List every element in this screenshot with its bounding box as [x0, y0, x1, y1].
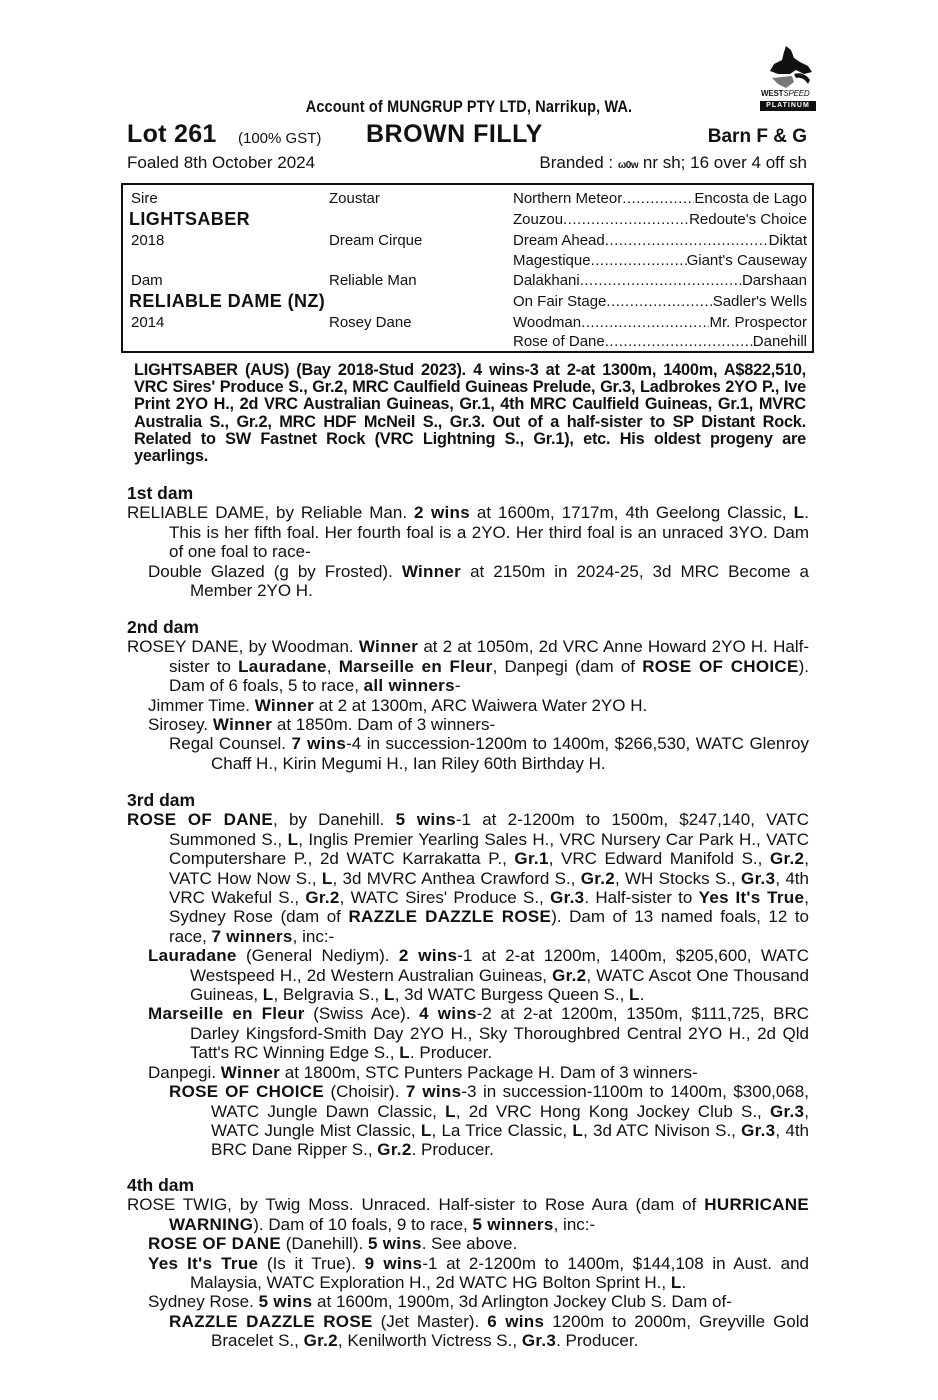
pedigree-entry: ROSE OF CHOICE (Choisir). 7 wins-3 in succession-1100m to 1400m, $300,068, WATC Jungle Dawn Classic, L, 2d VRC Hong Kong Jockey Club S., Gr.3, WATC Jungle Mist Classic, L, La Trice Classic, L, 3d ATC Nivison S., Gr.3, 4th BRC Dane Ripper S., Gr.2. Producer.	[169, 1082, 809, 1160]
section-heading: 4th dam	[127, 1175, 195, 1195]
section-heading: 1st dam	[127, 483, 194, 503]
dam-sire: Reliable Man	[329, 272, 417, 289]
section-heading: 3rd dam	[127, 790, 196, 810]
sire-name: LIGHTSABER	[129, 209, 250, 229]
pedigree-entry: RAZZLE DAZZLE ROSE (Jet Master). 6 wins 1200m to 2000m, Greyville Gold Bracelet S., Gr.2, Kenilworth Victress S., Gr.3. Producer.	[169, 1311, 809, 1351]
foaled-date: Foaled 8th October 2024	[127, 153, 316, 172]
section-body	[127, 810, 809, 1159]
great-grandparent-row: Zouzou ..... Redoute's Choice	[513, 211, 807, 228]
logo-tier-badge: PLATINUM	[760, 101, 816, 111]
branded-label: Branded :	[539, 153, 614, 172]
barn-location: Barn F & G	[707, 126, 807, 147]
fourth-dam-section	[127, 1176, 809, 1351]
great-grandparent-row: Woodman ..... Mr. Prospector	[513, 314, 807, 331]
second-dam-section	[127, 618, 809, 773]
lot-row	[127, 120, 807, 152]
great-grandparent-row: Dalakhani ..... Darshaan	[513, 272, 807, 289]
pedigree-entry: Sirosey. Winner at 1850m. Dam of 3 winners-	[148, 715, 496, 735]
sire-label: Sire	[131, 190, 158, 207]
pedigree-entry: Yes It's True (Is it True). 9 wins-1 at 2-1200m to 1400m, $144,108 in Aust. and Malaysia, WATC Exploration H., 2d WATC HG Bolton Sprint H., L.	[148, 1253, 809, 1293]
logo-wordmark: WESTSPEED	[761, 89, 810, 98]
section-heading: 2nd dam	[127, 617, 199, 637]
pedigree-entry: Danpegi. Winner at 1800m, STC Punters Package H. Dam of 3 winners-	[148, 1062, 698, 1082]
section-body	[127, 503, 809, 600]
branding	[539, 153, 807, 173]
section-body	[127, 637, 809, 773]
vendor-account: Account of MUNGRUP PTY LTD, Narrikup, WA.	[305, 97, 633, 116]
great-grandparent-row: Magestique ..... Giant's Causeway	[513, 252, 807, 269]
brand-mark: ω0w	[617, 160, 639, 171]
pedigree-entry: Regal Counsel. 7 wins-4 in succession-1200m to 1400m, $266,530, WATC Glenroy Chaff H., Kirin Megumi H., Ian Riley 60th Birthday H.	[169, 734, 809, 773]
pedigree-entry: ROSE TWIG, by Twig Moss. Unraced. Half-sister to Rose Aura (dam of HURRICANE WARNING). Dam of 10 foals, 9 to race, 5 winners, inc:-	[127, 1195, 809, 1234]
great-grandparent-row: Rose of Dane ..... Danehill	[513, 333, 807, 350]
pedigree-entry: Lauradane (General Nediym). 2 wins-1 at 2-at 1200m, 1400m, $205,600, WATC Westspeed H., 2d Western Australian Guineas, Gr.2, WATC Ascot One Thousand Guineas, L, Belgravia S., L, 3d WATC Burgess Queen S., L.	[148, 946, 809, 1005]
pedigree-entry: ROSE OF DANE (Danehill). 5 wins. See above.	[148, 1234, 518, 1254]
third-dam-section	[127, 791, 809, 1160]
pedigree-entry: Jimmer Time. Winner at 2 at 1300m, ARC Waiwera Water 2YO H.	[148, 695, 648, 715]
pedigree-entry: RELIABLE DAME, by Reliable Man. 2 wins at 1600m, 1717m, 4th Geelong Classic, L. This is her fifth foal. Her fourth foal is a 2YO. Her third foal is an unraced 3YO. Dam of one foal to race-	[127, 503, 809, 562]
sex-color: BROWN FILLY	[366, 120, 543, 148]
section-body	[127, 1195, 809, 1350]
gst-note: (100% GST)	[238, 130, 322, 147]
sire-year: 2018	[131, 232, 165, 249]
sire-sire: Zoustar	[329, 190, 380, 207]
sire-summary: LIGHTSABER (AUS) (Bay 2018-Stud 2023). 4 wins-3 at 2-at 1300m, 1400m, A$822,510, VRC Sires' Produce S., Gr.2, MRC Caulfield Guineas Prelude, Gr.3, Ladbrokes 2YO P., Ive Print 2YO H., 2d VRC Australian Guineas, Gr.1, 4th MRC Caulfield Guineas, Gr.1, MVRC Australia S., Gr.2, MRC HDF McNeil S., Gr.3. Out of a half-sister to SP Distant Rock. Related to SW Fastnet Rock (VRC Lightning S., Gr.1), etc. His oldest progeny are yearlings.	[134, 361, 806, 466]
branded-details: nr sh; 16 over 4 off sh	[642, 153, 807, 172]
great-grandparent-row: On Fair Stage ..... Sadler's Wells	[513, 293, 807, 310]
lot-number: Lot 261	[127, 120, 217, 148]
dam-dam: Rosey Dane	[329, 314, 412, 331]
dam-year: 2014	[131, 314, 165, 331]
first-dam-section	[127, 484, 809, 600]
pedigree-table	[121, 183, 814, 353]
sire-dam: Dream Cirque	[329, 232, 423, 249]
horse-and-jockey-icon	[756, 44, 820, 90]
dam-name: RELIABLE DAME (NZ)	[129, 291, 326, 311]
pedigree-entry: ROSE OF DANE, by Danehill. 5 wins-1 at 2-1200m to 1500m, $247,140, VATC Summoned S., L, Inglis Premier Yearling Sales H., VRC Nursery Car Park H., VATC Computershare P., 2d WATC Karrakatta P., Gr.1, VRC Edward Manifold S., Gr.2, VATC How Now S., L, 3d MVRC Anthea Crawford S., Gr.2, WH Stocks S., Gr.3, 4th VRC Wakeful S., Gr.2, WATC Sires' Produce S., Gr.3. Half-sister to Yes It's True, Sydney Rose (dam of RAZZLE DAZZLE ROSE). Dam of 13 named foals, 12 to race, 7 winners, inc:-	[127, 810, 809, 946]
great-grandparent-row: Northern Meteor ..... Encosta de Lago	[513, 190, 807, 207]
dam-label: Dam	[131, 272, 163, 289]
pedigree-entry: ROSEY DANE, by Woodman. Winner at 2 at 1050m, 2d VRC Anne Howard 2YO H. Half-sister to Lauradane, Marseille en Fleur, Danpegi (dam of ROSE OF CHOICE). Dam of 6 foals, 5 to race, all winners-	[127, 637, 809, 696]
great-grandparent-row: Dream Ahead ..... Diktat	[513, 232, 807, 249]
pedigree-entry: Double Glazed (g by Frosted). Winner at 2150m in 2024-25, 3d MRC Become a Member 2YO H.	[148, 561, 809, 601]
pedigree-entry: Sydney Rose. 5 wins at 1600m, 1900m, 3d Arlington Jockey Club S. Dam of-	[148, 1292, 732, 1312]
pedigree-entry: Marseille en Fleur (Swiss Ace). 4 wins-2 at 2-at 1200m, 1350m, $111,725, BRC Darley Kingsford-Smith Day 2YO H., Sky Thoroughbred Central 2YO H., 2d Qld Tatt's RC Winning Edge S., L. Producer.	[148, 1004, 810, 1063]
